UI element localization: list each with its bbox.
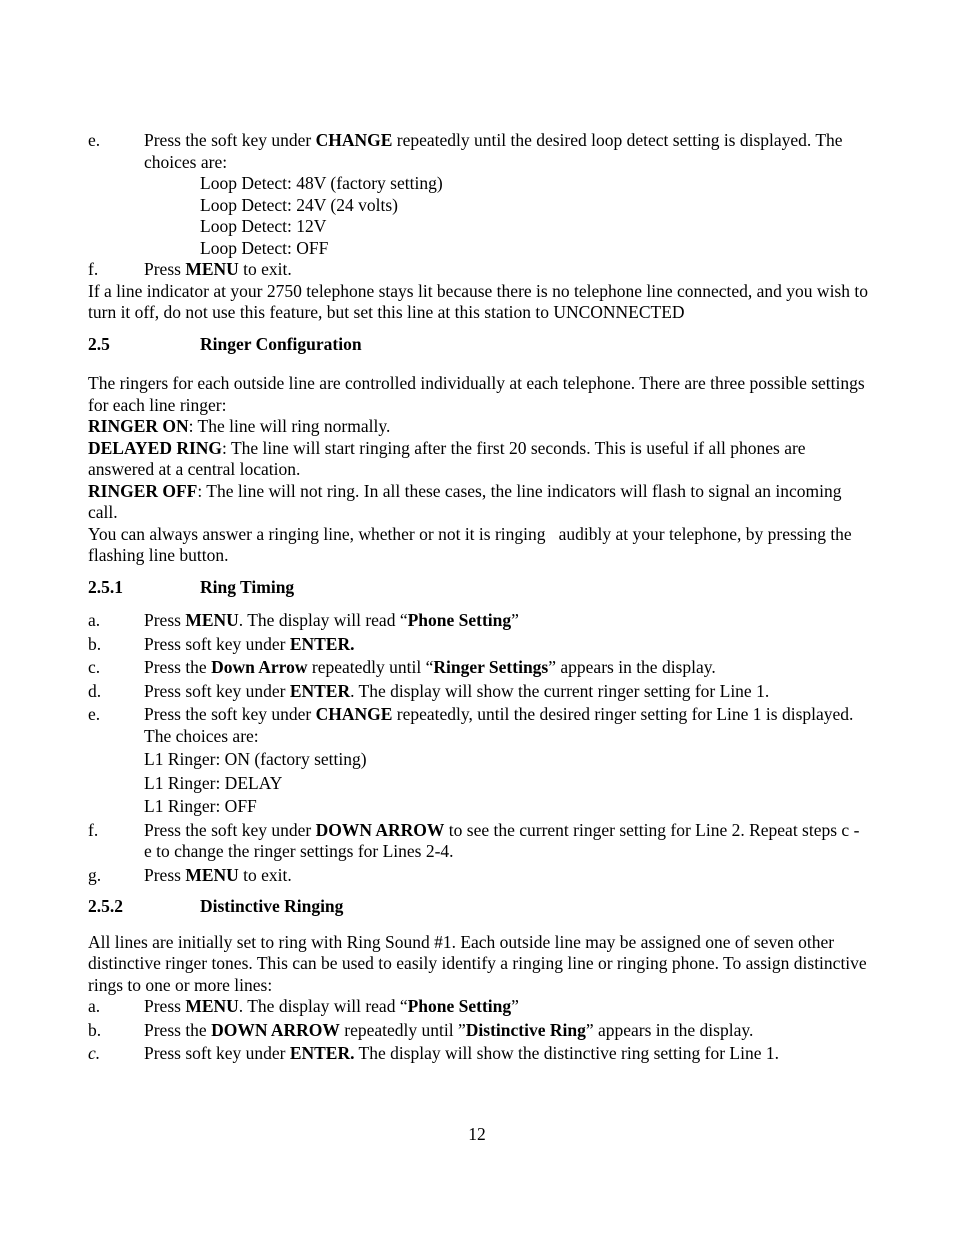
list-item: e. Press the soft key under CHANGE repeatedly, until the desired ringer setting for Line 1 is displayed. The choices are: <box>88 704 854 746</box>
list-item: c. Press soft key under ENTER. The display will show the distinctive ring setting for Line 1. <box>88 1043 779 1063</box>
list-item: f. Press the soft key under DOWN ARROW to see the current ringer setting for Line 2. Repeat steps c - e to change the ringer settings for Lines 2-4. <box>88 819 860 861</box>
section-title: Ring Timing <box>200 576 295 597</box>
list-item: b. Press the DOWN ARROW repeatedly until ”Distinctive Ring” appears in the display. <box>88 1019 754 1040</box>
list-item: a. Press MENU. The display will read “Phone Setting” <box>88 996 519 1016</box>
steps-list <box>88 996 868 1065</box>
section-number: 2.5.2 <box>88 896 123 916</box>
definition-ringer-off: RINGER OFF: The line will not ring. In all these cases, the line indicators will flash to signal an incoming call. <box>88 480 842 522</box>
definition-ringer-on: RINGER ON: The line will ring normally. <box>88 416 391 436</box>
document-page <box>88 130 868 1065</box>
option-line: Loop Detect: OFF <box>200 237 329 258</box>
option-line: L1 Ringer: DELAY <box>144 772 283 793</box>
section-heading <box>88 334 868 356</box>
list-label: f. <box>88 259 99 279</box>
section-number: 2.5.1 <box>88 576 123 597</box>
list-item: f. Press MENU to exit. <box>88 259 292 279</box>
paragraph: The ringers for each outside line are controlled individually at each telephone. There are three possible settings for each line ringer: <box>88 373 865 415</box>
section-number: 2.5 <box>88 333 110 354</box>
paragraph: All lines are initially set to ring with Ring Sound #1. Each outside line may be assigned one of seven other distinctive ringer tones. This can be used to easily identify a ringing line or ringing phone. To assign distinctive rings to one or more lines: <box>88 931 867 995</box>
option-line: L1 Ringer: OFF <box>144 796 257 816</box>
loop-detect-options <box>200 173 868 259</box>
list-item: c. Press the Down Arrow repeatedly until “Ringer Settings” appears in the display. <box>88 657 716 677</box>
option-line: Loop Detect: 48V (factory setting) <box>200 173 443 193</box>
list-item: a. Press MENU. The display will read “Phone Setting” <box>88 610 519 630</box>
page-number: 12 <box>468 1124 486 1144</box>
steps-list <box>88 610 868 886</box>
list-item: g. Press MENU to exit. <box>88 864 292 885</box>
section-title: Ringer Configuration <box>200 333 362 354</box>
paragraph: You can always answer a ringing line, whether or not it is ringing audibly at your telephone, by pressing the flashing line button. <box>88 523 857 565</box>
option-line: L1 Ringer: ON (factory setting) <box>144 749 367 769</box>
option-line: Loop Detect: 24V (24 volts) <box>200 194 398 215</box>
section-heading <box>88 896 868 918</box>
section-heading <box>88 577 868 599</box>
section-title: Distinctive Ringing <box>200 896 344 916</box>
list-label: e. <box>88 130 101 150</box>
definition-delayed-ring: DELAYED RING: The line will start ringing after the first 20 seconds. This is useful if all phones are answered at a central location. <box>88 437 806 479</box>
list-item: b. Press soft key under ENTER. <box>88 633 355 654</box>
line-indicator-note: If a line indicator at your 2750 telephone stays lit because there is no telephone line connected, and you wish to turn it off, do not use this feature, but set this line at this station to UNCONNECTED <box>88 280 868 322</box>
option-line: Loop Detect: 12V <box>200 216 327 236</box>
list-item: e. Press the soft key under CHANGE repeatedly until the desired loop detect setting is displayed. The choices are: <box>88 130 843 172</box>
ringer-options <box>144 749 868 818</box>
list-item: d. Press soft key under ENTER. The display will show the current ringer setting for Line 1. <box>88 680 770 701</box>
